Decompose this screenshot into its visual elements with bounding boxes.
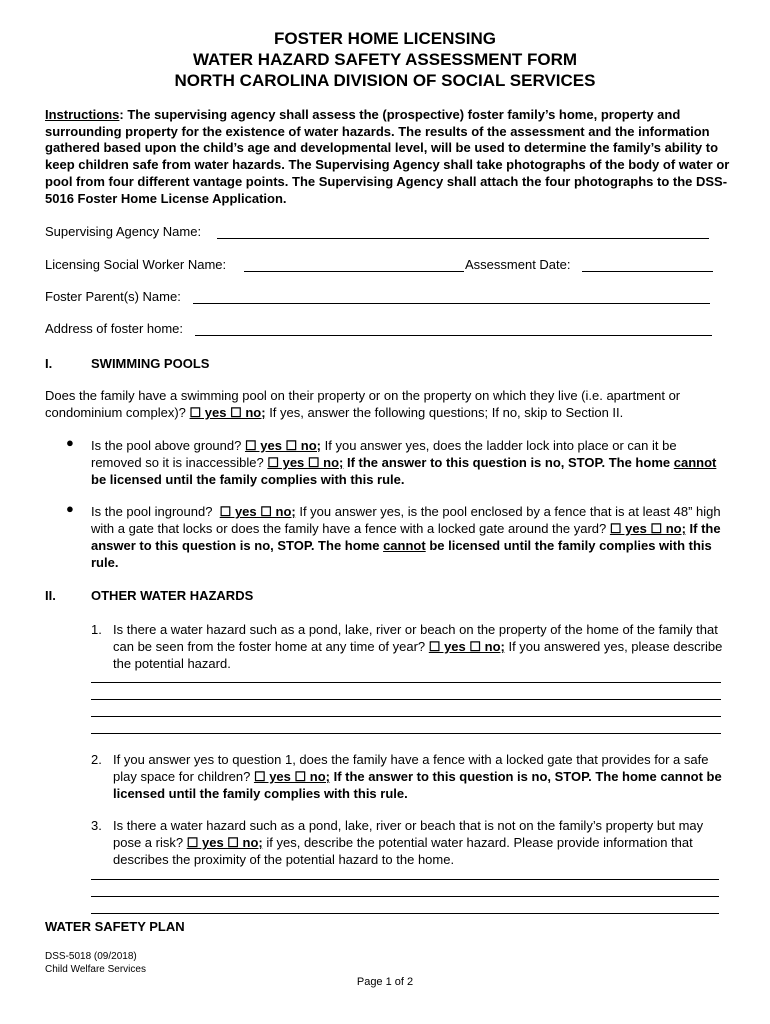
pool-question: Does the family have a swimming pool on their property or on the property on which they live (i.e. apartment or condominium complex)? ☐ yes ☐ no; If yes, answer the following questions; If no, skip to Section II. xyxy=(45,388,681,420)
pool-yes-no-checkbox[interactable]: ☐ yes ☐ no; xyxy=(189,405,266,420)
social-worker-field[interactable] xyxy=(244,271,464,272)
section-1-title: SWIMMING POOLS xyxy=(91,356,210,371)
q3-answer-line[interactable] xyxy=(91,879,719,880)
q1-answer-line[interactable] xyxy=(91,699,721,700)
division-name: Child Welfare Services xyxy=(45,964,146,975)
instructions-text: : The supervising agency shall assess the (prospective) foster family’s home, property and surrounding property for the existence of water hazards. The results of the assessment and the information gathered based upon the child’s age and developmental level, will be used to determine the family’s ability to keep children safe from water hazards. The Supervising Agency shall take photographs of the body of water or pool from four different vantage points. The Supervising Agency shall attach the four photographs to the DSS-5016 Foster Home License Application. xyxy=(45,107,730,206)
section-1-number: I. xyxy=(45,356,53,371)
inground-question: Is the pool inground? ☐ yes ☐ no; If you answer yes, is the pool enclosed by a fence that is at least 48” high with a gate that locks or does the family have a fence with a locked gate around the yard? ☐ yes ☐ no; If the answer to this question is no, STOP. The home cannot be licensed until the family complies with this rule. xyxy=(91,504,721,570)
q1-answer-line[interactable] xyxy=(91,682,721,683)
form-title-line2: WATER HAZARD SAFETY ASSESSMENT FORM xyxy=(192,50,578,69)
q2-yes-no-checkbox[interactable]: ☐ yes ☐ no; xyxy=(253,769,330,784)
section-2-title: OTHER WATER HAZARDS xyxy=(91,588,254,603)
question-2-text: If you answer yes to question 1, does the family have a fence with a locked gate that provides for a safe play space for children? ☐ yes ☐ no; If the answer to this question is no, STOP. The home cannot be licensed until the family complies with this rule. xyxy=(113,752,722,801)
address-field[interactable] xyxy=(195,335,712,336)
ladder-yes-no-checkbox[interactable]: ☐ yes ☐ no; xyxy=(267,455,344,470)
assessment-date-label: Assessment Date: xyxy=(465,257,571,272)
question-2-number: 2. xyxy=(91,752,102,767)
social-worker-label: Licensing Social Worker Name: xyxy=(45,257,227,272)
question-1-text: Is there a water hazard such as a pond, lake, river or beach on the property of the home of the family that can be seen from the foster home at any time of year? ☐ yes ☐ no; If you answered yes, please describe the potential hazard. xyxy=(113,622,723,671)
question-1-number: 1. xyxy=(91,622,102,637)
q3-yes-no-checkbox[interactable]: ☐ yes ☐ no; xyxy=(186,835,263,850)
foster-parent-label: Foster Parent(s) Name: xyxy=(45,289,181,304)
assessment-date-field[interactable] xyxy=(582,271,713,272)
q1-answer-line[interactable] xyxy=(91,733,721,734)
instructions-label: Instructions xyxy=(45,107,120,122)
form-id: DSS-5018 (09/2018) xyxy=(45,951,137,962)
instructions-paragraph xyxy=(45,107,730,207)
bullet-icon: ● xyxy=(66,435,74,450)
fence-yes-no-checkbox[interactable]: ☐ yes ☐ no; xyxy=(609,521,686,536)
question-3-number: 3. xyxy=(91,818,102,833)
q3-answer-line[interactable] xyxy=(91,896,719,897)
q3-answer-line[interactable] xyxy=(91,913,719,914)
foster-parent-field[interactable] xyxy=(193,303,710,304)
supervising-agency-label: Supervising Agency Name: xyxy=(45,224,202,239)
section-2-number: II. xyxy=(45,588,56,603)
above-ground-question: Is the pool above ground? ☐ yes ☐ no; If you answer yes, does the ladder lock into place or can it be removed so it is inaccessible? ☐ yes ☐ no; If the answer to this question is no, STOP. The home cannot be licensed until the family complies with this rule. xyxy=(91,438,717,487)
water-safety-plan-title: WATER SAFETY PLAN xyxy=(45,919,185,934)
q1-answer-line[interactable] xyxy=(91,716,721,717)
question-3-text: Is there a water hazard such as a pond, lake, river or beach that is not on the family’s property but may pose a risk? ☐ yes ☐ no; if yes, describe the potential water hazard. Please provide information that describes the proximity of the potential hazard to the home. xyxy=(113,818,704,867)
bullet-icon: ● xyxy=(66,501,74,516)
form-title-line3: NORTH CAROLINA DIVISION OF SOCIAL SERVICES xyxy=(174,71,596,90)
above-ground-yes-no-checkbox[interactable]: ☐ yes ☐ no; xyxy=(244,438,322,453)
address-label: Address of foster home: xyxy=(45,321,184,336)
supervising-agency-field[interactable] xyxy=(217,238,709,239)
form-title-line1: FOSTER HOME LICENSING xyxy=(274,29,496,48)
inground-yes-no-checkbox[interactable]: ☐ yes ☐ no; xyxy=(219,504,296,519)
page-number: Page 1 of 2 xyxy=(356,976,414,988)
q1-yes-no-checkbox[interactable]: ☐ yes ☐ no; xyxy=(428,639,505,654)
